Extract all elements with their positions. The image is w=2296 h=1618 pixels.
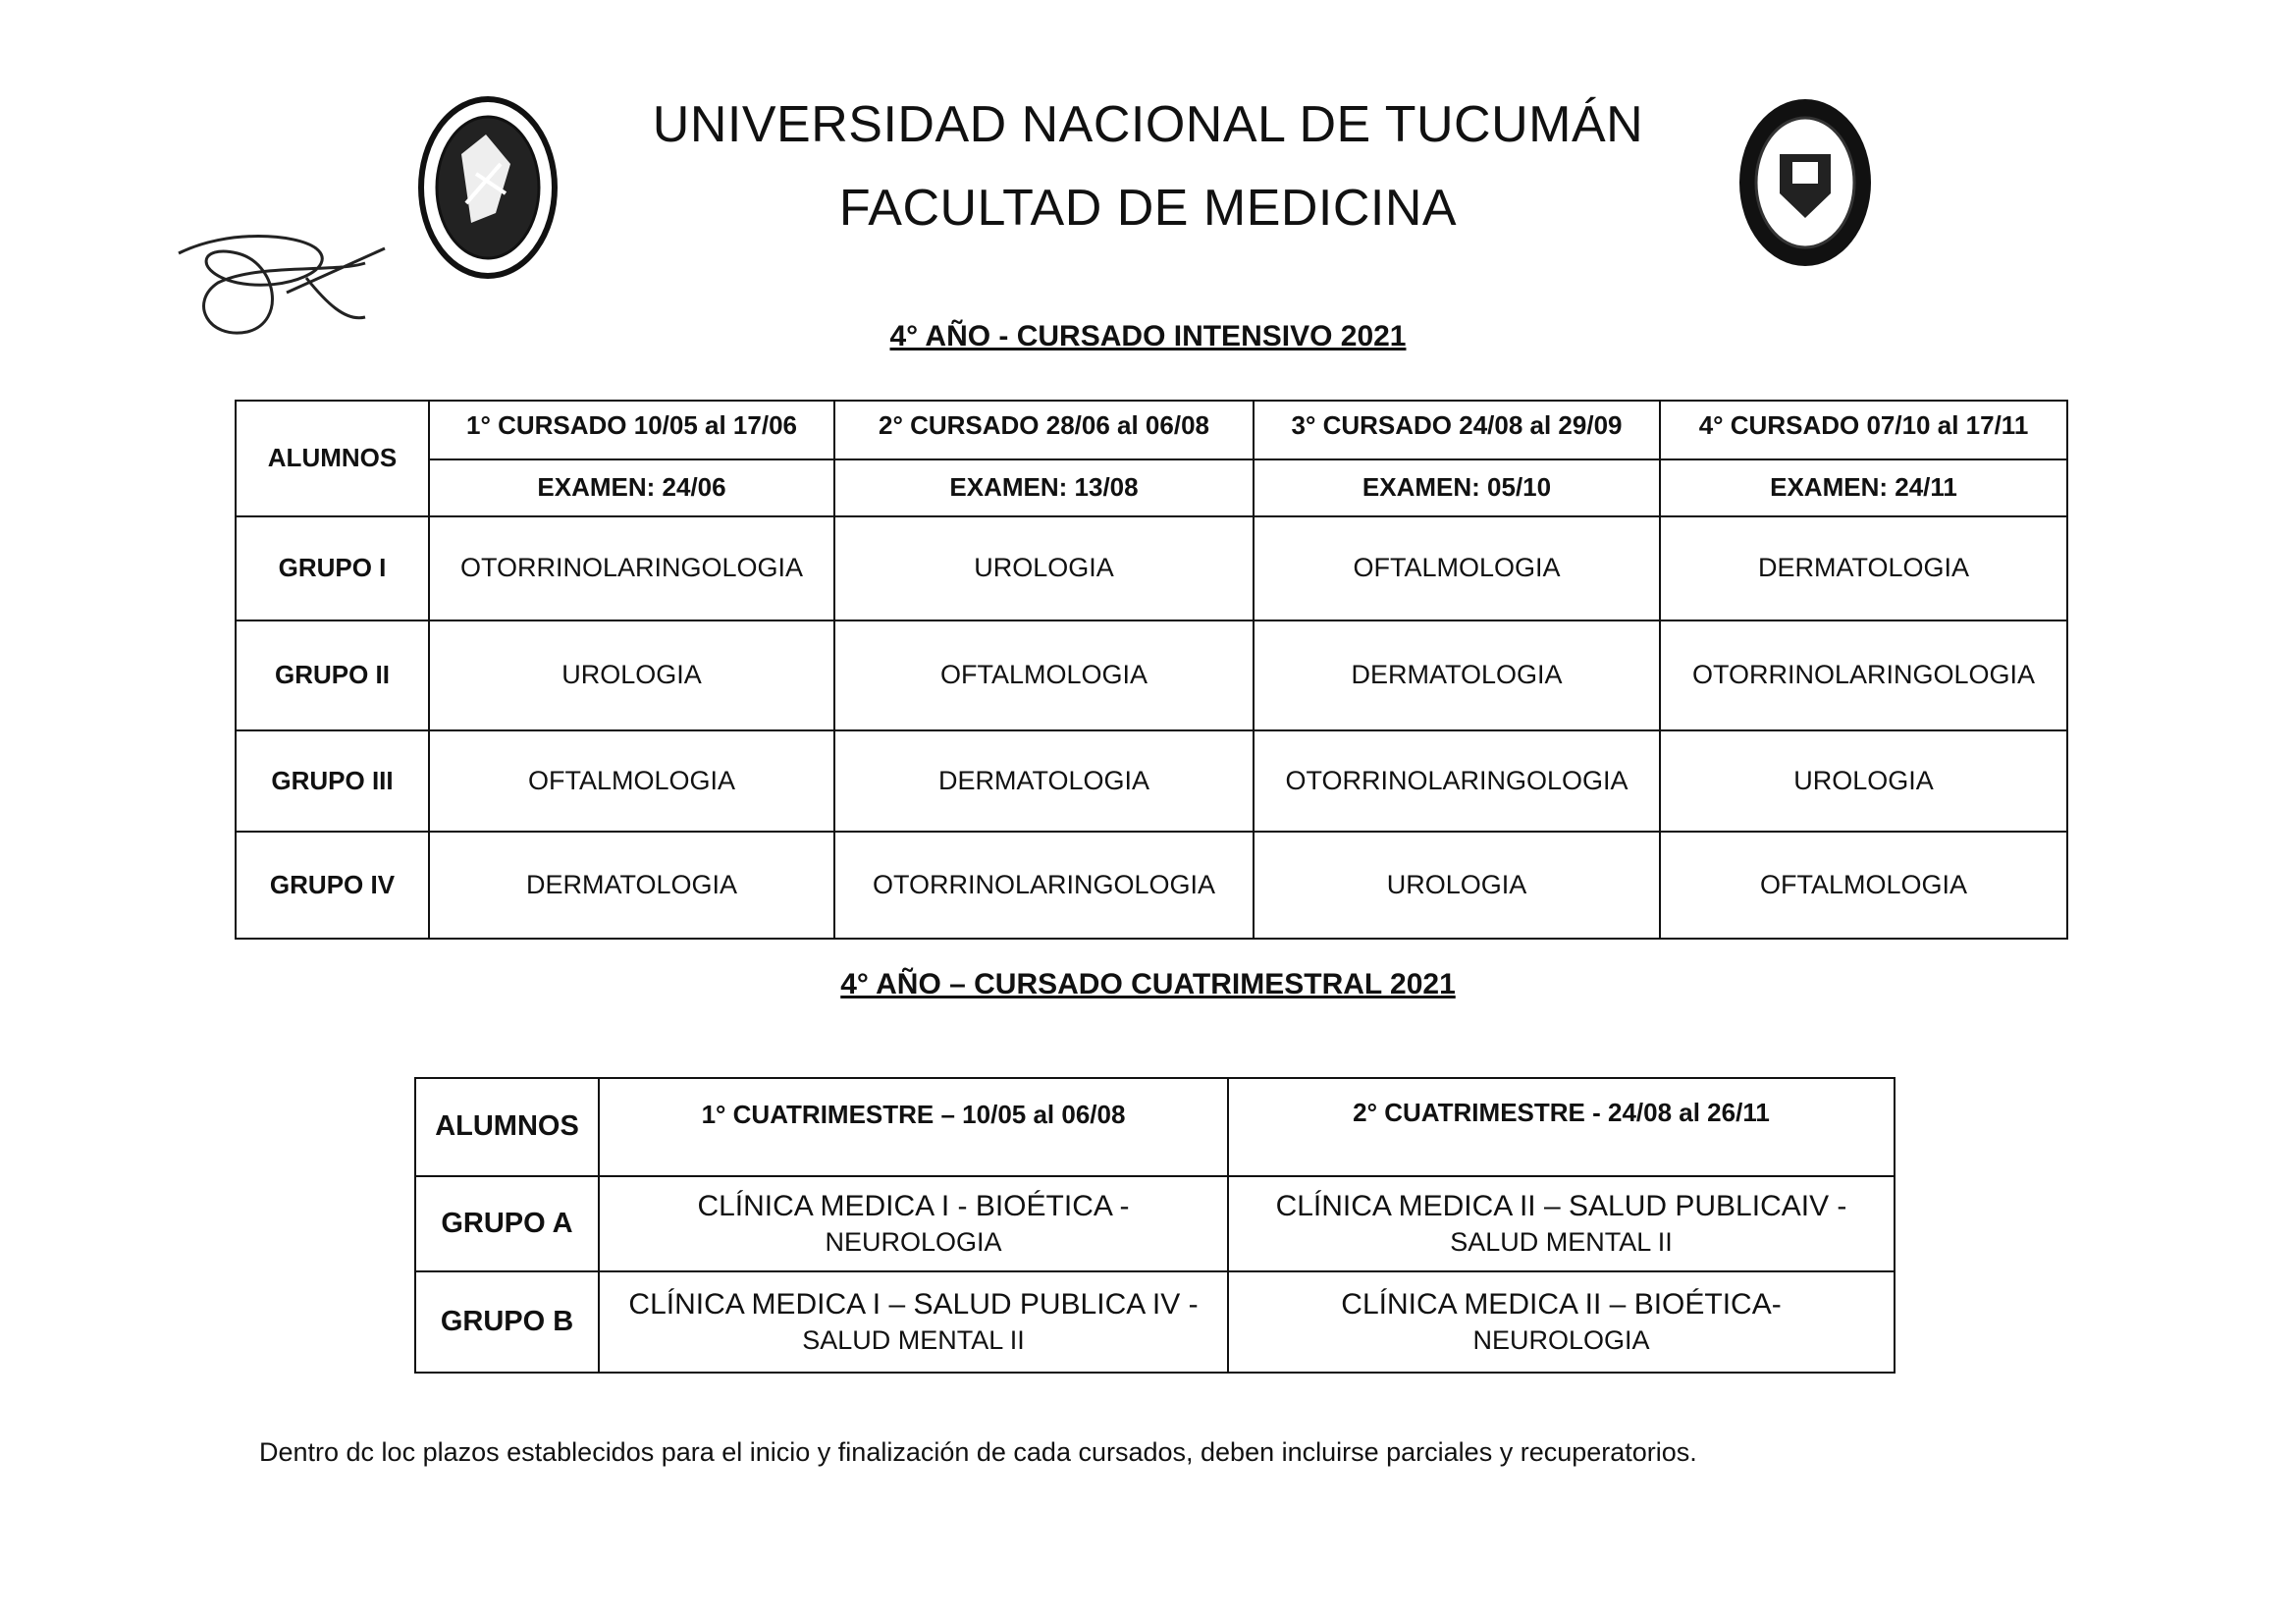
subject-line: SALUD MENTAL II xyxy=(802,1325,1025,1356)
exam-date: EXAMEN: 24/11 xyxy=(1660,459,2067,516)
faculty-title: FACULTAD DE MEDICINA xyxy=(838,180,1458,237)
subject-cell: UROLOGIA xyxy=(1660,730,2067,832)
exam-date: EXAMEN: 13/08 xyxy=(834,459,1254,516)
group-label: GRUPO B xyxy=(415,1271,599,1373)
subject-cell: OTORRINOLARINGOLOGIA xyxy=(834,832,1254,939)
group-label: GRUPO II xyxy=(236,620,429,730)
subject-line: CLÍNICA MEDICA II – BIOÉTICA- xyxy=(1341,1288,1782,1321)
period-header: 1° CUATRIMESTRE – 10/05 al 06/08 xyxy=(599,1078,1228,1176)
intensive-schedule-table xyxy=(235,400,2068,940)
subject-cell: DERMATOLOGIA xyxy=(1660,516,2067,620)
table-row xyxy=(236,620,2067,730)
subject-cell: OTORRINOLARINGOLOGIA xyxy=(1660,620,2067,730)
footer-note: Dentro dc loc plazos establecidos para el inicio y finalización de cada cursados, deben incluirse parciales y recuperatorios. xyxy=(259,1437,1697,1467)
group-label: GRUPO I xyxy=(236,516,429,620)
group-label: GRUPO A xyxy=(415,1176,599,1271)
subject-cell xyxy=(1228,1176,1895,1271)
subject-cell: OTORRINOLARINGOLOGIA xyxy=(429,516,834,620)
subject-line: CLÍNICA MEDICA I - BIOÉTICA - xyxy=(697,1190,1130,1223)
subject-line: NEUROLOGIA xyxy=(1472,1325,1650,1356)
corner-header: ALUMNOS xyxy=(236,401,429,516)
subject-cell xyxy=(599,1271,1228,1373)
table-row xyxy=(415,1271,1895,1373)
subject-cell: UROLOGIA xyxy=(429,620,834,730)
table-row xyxy=(236,730,2067,832)
group-label: GRUPO IV xyxy=(236,832,429,939)
subject-line: CLÍNICA MEDICA I – SALUD PUBLICA IV - xyxy=(628,1288,1199,1321)
subject-cell: OFTALMOLOGIA xyxy=(1254,516,1660,620)
period-header: 1° CURSADO 10/05 al 17/06 xyxy=(429,401,834,459)
subject-cell: OFTALMOLOGIA xyxy=(429,730,834,832)
university-title: UNIVERSIDAD NACIONAL DE TUCUMÁN xyxy=(652,96,1644,153)
subject-line: CLÍNICA MEDICA II – SALUD PUBLICAIV - xyxy=(1275,1190,1847,1223)
group-label: GRUPO III xyxy=(236,730,429,832)
subject-cell: UROLOGIA xyxy=(834,516,1254,620)
period-header: 4° CURSADO 07/10 al 17/11 xyxy=(1660,401,2067,459)
subject-line: NEUROLOGIA xyxy=(825,1227,1002,1258)
exam-date: EXAMEN: 05/10 xyxy=(1254,459,1660,516)
subject-cell: DERMATOLOGIA xyxy=(429,832,834,939)
table-row xyxy=(236,516,2067,620)
table-row xyxy=(236,832,2067,939)
exam-date: EXAMEN: 24/06 xyxy=(429,459,834,516)
period-header: 3° CURSADO 24/08 al 29/09 xyxy=(1254,401,1660,459)
subject-cell: OTORRINOLARINGOLOGIA xyxy=(1254,730,1660,832)
subject-cell: DERMATOLOGIA xyxy=(834,730,1254,832)
subject-cell xyxy=(599,1176,1228,1271)
cuatrimestral-schedule-table xyxy=(414,1077,1896,1374)
cuatrimestral-title: 4° AÑO – CURSADO CUATRIMESTRAL 2021 xyxy=(840,968,1456,1000)
period-header: 2° CURSADO 28/06 al 06/08 xyxy=(834,401,1254,459)
period-header: 2° CUATRIMESTRE - 24/08 al 26/11 xyxy=(1228,1078,1895,1176)
subject-cell xyxy=(1228,1271,1895,1373)
table-row xyxy=(415,1176,1895,1271)
subject-cell: UROLOGIA xyxy=(1254,832,1660,939)
corner-header: ALUMNOS xyxy=(415,1078,599,1176)
subject-cell: OFTALMOLOGIA xyxy=(1660,832,2067,939)
intensive-title: 4° AÑO - CURSADO INTENSIVO 2021 xyxy=(889,320,1407,352)
subject-line: SALUD MENTAL II xyxy=(1450,1227,1673,1258)
subject-cell: OFTALMOLOGIA xyxy=(834,620,1254,730)
subject-cell: DERMATOLOGIA xyxy=(1254,620,1660,730)
